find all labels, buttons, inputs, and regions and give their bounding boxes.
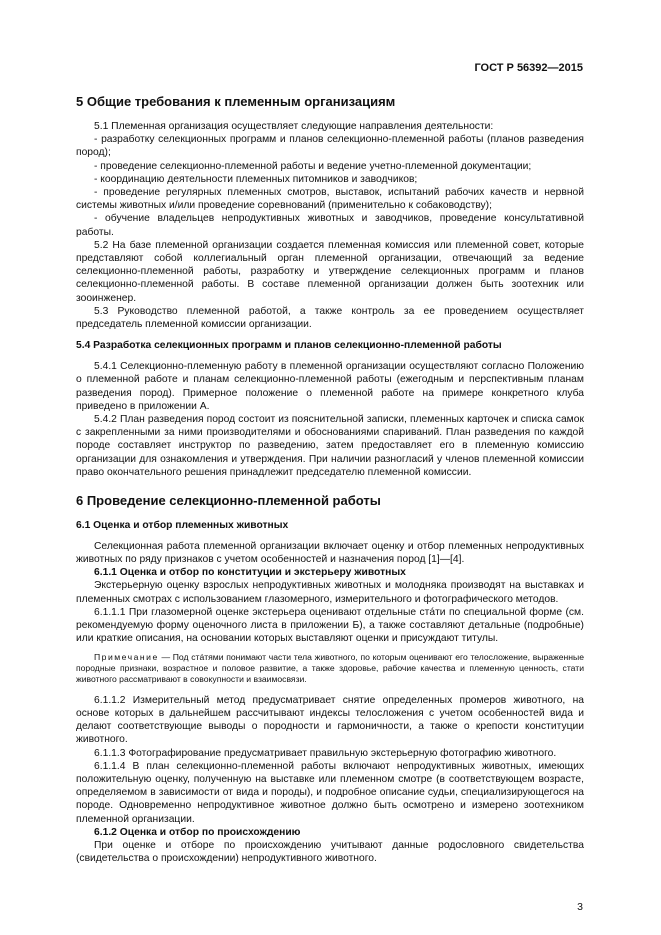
- list-item: - разработку селекционных программ и планов селекционно-племенной работы (планов разведения пород);: [76, 134, 584, 159]
- subsection-6-1-1-title: 6.1.1 Оценка и отбор по конституции и экстерьеру животных: [94, 567, 406, 579]
- paragraph-6-1-1-4: 6.1.1.4 В план селекционно-племенной работы включают непродуктивных животных, имеющих положительную оценку, полученную на выставке или племенном смотре (в соответствующем возрасте, определяемом в зависимости от вида и породы), и подробное описание судьи, специализирующегося на породе. Одновременно непродуктивное животное должно быть осмотрено и измерено зоотехником племенной организации.: [76, 760, 584, 825]
- document-id: ГОСТ Р 56392—2015: [474, 62, 583, 74]
- paragraph-6-1-1-3: 6.1.1.3 Фотографирование предусматривает правильную экстерьерную фотографию животного.: [94, 747, 557, 759]
- subsection-6-1-title: 6.1 Оценка и отбор племенных животных: [76, 520, 289, 532]
- list-item: - координацию деятельности племенных питомников и заводчиков;: [94, 173, 418, 185]
- paragraph-5-2: 5.2 На базе племенной организации создается племенная комиссия или племенной совет, которые представляют собой коллегиальный орган племенной организации, отвечающий за ведение селекционно-племенной работы, разработку и утверждение селекционных программ и планов селекционно-племенной работы. В составе племенной организации должен быть зоотехник или зооинженер.: [76, 239, 584, 304]
- paragraph-5-4-1: 5.4.1 Селекционно-племенную работу в племенной организации осуществляют согласно Положению о племенной работе и планам селекционно-племенной работы (ежегодным и перспективным планам разведения пород). Примерное положение о племенной работе на примере конкретного клуба приведено в приложении А.: [76, 361, 584, 412]
- paragraph-6-1-1: Экстерьерную оценку взрослых непродуктивных животных и молодняка производят на выставках и племенных смотрах с использованием глазомерного, измерительного и фотографического методов.: [76, 580, 584, 605]
- list-item: - проведение селекционно-племенной работы и ведение учетно-племенной документации;: [94, 160, 532, 172]
- note-text: — Под стáтями понимают части тела животного, по которым оценивают его телосложение, выраженные породные признаки, возрастное и половое развитие, а также здоровье, рабочие качества и племенную ценность, стати животного рассматривают в совокупности и взаимосвязи.: [76, 651, 584, 685]
- note-label: Примечание: [94, 651, 159, 662]
- paragraph-5-3: 5.3 Руководство племенной работой, а также контроль за ее проведением осуществляет председатель племенной комиссии организации.: [76, 305, 584, 331]
- paragraph-5-1: 5.1 Племенная организация осуществляет следующие направления деятельности:: [94, 121, 494, 132]
- list-item: - проведение регулярных племенных смотров, выставок, испытаний рабочих качеств и нервной системы животных и/или проведение соревнований (применительно к собаководству);: [76, 187, 584, 212]
- section-5-title: 5 Общие требования к племенным организациям: [76, 94, 396, 109]
- page-content: [76, 94, 584, 865]
- paragraph-6-1-2: При оценке и отборе по происхождению учитывают данные родословного свидетельства (свидетельства о происхождении) непродуктивного животного.: [76, 839, 584, 864]
- subsection-5-4-title: 5.4 Разработка селекционных программ и планов селекционно-племенной работы: [76, 340, 502, 352]
- paragraph-6-1-1-1: 6.1.1.1 При глазомерной оценке экстерьера оценивают отдельные стáти по специальной форме (см. рекомендуемую форму оценочного листа в приложении Б), а также составляют детальные (подробные) или краткие описания, на основании которых выставляют оценки и присуждают титулы.: [76, 606, 584, 645]
- section-6-title: 6 Проведение селекционно-племенной работы: [76, 493, 381, 509]
- page-number: 3: [577, 901, 583, 913]
- paragraph-5-4-2: 5.4.2 План разведения пород состоит из пояснительной записки, племенных карточек и списка самок с закрепленными за ними производителями и обоснованиями спариваний. План разведения по каждой породе составляет инструктор по разведению, затем предоставляет его в племенную комиссию организации для ознакомления и утверждения. При наличии разногласий у членов племенной комиссии право окончательного решения принадлежит председателю племенной комиссии.: [76, 414, 584, 478]
- note: [76, 652, 584, 686]
- paragraph-6-1: Селекционная работа племенной организации включает оценку и отбор племенных непродуктивных животных по ряду признаков с учетом особенностей и назначения пород [1]—[4].: [76, 541, 584, 566]
- paragraph-6-1-1-2: 6.1.1.2 Измерительный метод предусматривает снятие определенных промеров животного, на основе которых в дальнейшем рассчитывают индексы телосложения с учетом особенностей вида и делают соответствующие выводы о породности и гармоничности, а также о крепости конституции животного.: [76, 694, 584, 746]
- subsection-6-1-2-title: 6.1.2 Оценка и отбор по происхождению: [94, 826, 301, 838]
- list-item: - обучение владельцев непродуктивных животных и заводчиков, проведение консультативной работы.: [76, 213, 584, 238]
